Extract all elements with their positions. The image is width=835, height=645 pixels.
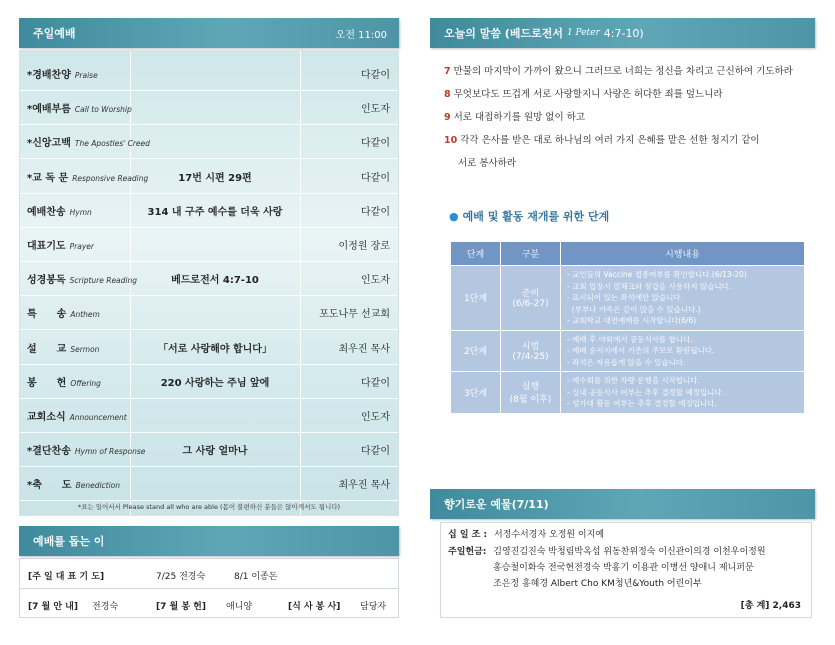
order-item-en: The Apostles' Creed <box>74 139 150 149</box>
order-item-name: *결단찬송 Hymn of Response <box>27 446 146 458</box>
verse-text: 각각 은사를 받은 대로 하나님의 여러 가지 은혜를 맡은 선한 청지기 같이 <box>460 135 760 146</box>
stage-item: - 교회학교 대면예배를 시작합니다(6/6) <box>567 316 697 325</box>
order-item-content: 베드로전서 4:7-10 <box>171 275 259 287</box>
offering-label: [7 월 봉 헌] <box>156 602 206 612</box>
tithe-row <box>448 527 604 543</box>
order-item-en: Sermon <box>70 344 100 354</box>
stage-items <box>561 372 805 414</box>
worship-time: 오전 11:00 <box>335 29 387 41</box>
col-items: 시행내용 <box>561 242 805 266</box>
prayer-date-2: 8/1 이종돈 <box>234 572 278 582</box>
scripture-verses <box>444 60 824 175</box>
order-row <box>20 91 398 125</box>
order-item-en: Call to Worship <box>74 105 132 115</box>
order-item-en: Hymn of Response <box>74 447 146 457</box>
order-item-leader: 다같이 <box>361 138 390 150</box>
usher-name: 전경숙 <box>92 602 119 612</box>
order-item-name: 예배찬송 Hymn <box>27 206 92 218</box>
order-item-name: *교 독 문 Responsive Reading <box>27 172 149 184</box>
stage-item: - 예수회를 위한 차량 운행을 시작합니다. <box>567 376 700 385</box>
scripture-ref: 4:7-10) <box>603 26 644 40</box>
verse-number: 7 <box>444 66 451 77</box>
order-item-content: 그 사랑 얼마나 <box>182 446 248 458</box>
order-item-leader: 다같이 <box>361 70 390 81</box>
order-item-leader: 최우진 목사 <box>338 343 390 355</box>
order-item-name: 설 교 Sermon <box>27 343 100 355</box>
worship-header <box>19 18 399 48</box>
verse <box>444 83 824 106</box>
sunday-names-1: 김영진김진숙 박청림박옥섭 위동찬위정숙 이신관이의경 이천우이정원 <box>493 547 766 557</box>
order-item-leader: 다같이 <box>361 446 390 458</box>
order-row <box>20 160 398 194</box>
prayer-label: [주 일 대 표 기 도] <box>28 572 105 582</box>
order-row <box>20 433 398 467</box>
order-row <box>20 399 398 433</box>
order-item-leader: 다같이 <box>361 206 390 218</box>
verse-text: 무엇보다도 뜨겁게 서로 사랑할지니 사랑은 허다한 죄를 덮느니라 <box>453 89 723 100</box>
stage-item: - 예배 후 야외에서 공동식사를 합니다. <box>567 334 693 344</box>
sunday-label: 주일헌금: <box>448 547 487 557</box>
stage-item: - 성가대 활동 여부는 추후 결정할 예정입니다. <box>567 399 717 408</box>
order-item-name: 교회소식 Announcement <box>27 412 127 423</box>
verse-continuation: 서로 봉사하라 <box>458 158 517 169</box>
order-item-content: 220 사랑하는 주님 앞에 <box>160 377 270 389</box>
stage-item: - 교회 입장시 열체크와 장갑을 사용하지 않습니다. <box>567 281 732 291</box>
meal-label: [식 사 봉 사] <box>288 602 341 612</box>
stages-title-text: 예배 및 활동 재개를 위한 단계 <box>462 210 610 223</box>
stage-item: - 표시되어 있는 좌석에만 앉습니다. <box>567 293 684 302</box>
offering-list <box>440 522 812 618</box>
verse-text: 만물의 마지막이 가까이 왔으니 그러므로 너희는 정신을 차리고 근신하여 기도하라 <box>453 66 793 77</box>
scripture-header <box>430 18 815 48</box>
verse-number: 10 <box>444 135 458 146</box>
order-item-leader: 이정원 장로 <box>338 241 390 252</box>
order-item-name: *경배찬양 Praise <box>27 70 98 81</box>
order-item-en: Offering <box>70 378 101 388</box>
stages-title <box>449 208 609 224</box>
order-row <box>20 125 398 159</box>
helpers-table <box>19 558 399 618</box>
order-item-en: Scripture Reading <box>69 276 138 286</box>
stage-item: - 실내 공동식사 여부는 추후 결정할 예정입니다. <box>567 387 725 397</box>
order-row <box>20 365 398 399</box>
stage-label: 3단계 <box>451 372 501 414</box>
stage-kind: 실행 (8월 이후) <box>501 372 561 414</box>
worship-title: 주일예배 <box>33 27 76 40</box>
listeners-title: 예배를 돕는 이 <box>33 535 105 548</box>
sunday-names-2: 홍승철이화숙 전국현전경숙 박홍기 이용관 이병선 양애니 제니퍼문 <box>493 563 754 573</box>
order-item-content: 17번 시편 29편 <box>178 172 252 184</box>
stage-kind: 준비 (6/6-27) <box>501 266 561 331</box>
stage-row <box>451 372 805 414</box>
order-item-name: 특 송 Anthem <box>27 309 100 321</box>
order-item-name: 봉 헌 Offering <box>27 377 101 389</box>
worship-order-table <box>19 50 399 516</box>
usher-label: [7 월 안 내] <box>28 602 78 612</box>
meal-name: 담당자 <box>360 602 387 612</box>
order-item-leader: 다같이 <box>361 377 390 389</box>
order-item-name: 대표기도 Prayer <box>27 241 94 252</box>
col-stage: 단계 <box>451 242 501 266</box>
offering-title: 향기로운 예물(7/11) <box>444 498 549 511</box>
order-row <box>20 331 398 365</box>
order-item-en: Anthem <box>70 310 100 320</box>
order-item-content: 「서로 사랑해야 합니다」 <box>158 343 272 355</box>
order-item-name: *신앙고백 The Apostles' Creed <box>27 138 150 150</box>
tithe-label: 십 일 조 : <box>448 530 488 540</box>
col-kind: 구분 <box>501 242 561 266</box>
order-row <box>20 57 398 91</box>
order-item-name: *축 도 Benediction <box>27 480 121 492</box>
stage-row <box>451 266 805 331</box>
stage-label: 2단계 <box>451 330 501 372</box>
bullet-icon: ● <box>449 210 459 223</box>
order-item-name: *예배부름 Call to Worship <box>27 104 132 116</box>
stage-item: - 교인들의 Vaccine 접종여부를 확인합니다.(6/13-20) <box>567 270 747 279</box>
order-item-leader: 인도자 <box>361 104 390 116</box>
stage-items <box>561 266 805 331</box>
stage-row <box>451 330 805 372</box>
verse-text: 서로 대접하기를 원망 없이 하고 <box>453 112 586 123</box>
verse <box>444 106 824 129</box>
stage-item: (부부나 가족은 같이 앉을 수 있습니다.) <box>567 304 701 314</box>
order-row <box>20 194 398 228</box>
order-item-leader: 최우진 목사 <box>338 480 390 492</box>
stages-table <box>450 241 805 414</box>
order-row <box>20 467 398 501</box>
scripture-en: 1 Peter <box>566 28 600 38</box>
offering-header <box>430 489 815 519</box>
stage-items <box>561 330 805 372</box>
order-item-en: Announcement <box>69 413 127 422</box>
sunday-row <box>448 544 766 560</box>
offering-name: 애니양 <box>226 602 253 612</box>
order-item-en: Responsive Reading <box>72 173 149 183</box>
verse <box>444 129 824 152</box>
helpers-row <box>20 559 398 589</box>
prayer-date-1: 7/25 전경숙 <box>156 572 206 582</box>
scripture-title: 오늘의 말씀 (베드로전서 <box>444 27 563 40</box>
stage-kind: 시범 (7/4-25) <box>501 330 561 372</box>
order-item-content: 314 내 구주 예수를 더욱 사랑 <box>147 206 283 218</box>
order-item-en: Hymn <box>69 207 92 217</box>
stage-label: 1단계 <box>451 266 501 331</box>
offering-total: [총 계] 2,463 <box>740 601 801 611</box>
order-item-name: 성경봉독 Scripture Reading <box>27 275 138 287</box>
order-item-en: Prayer <box>69 242 94 251</box>
verse-number: 9 <box>444 112 451 123</box>
stage-item: - 예배 순서지에서 기존의 주보로 환원됩니다. <box>567 346 715 355</box>
order-item-leader: 인도자 <box>361 412 390 423</box>
order-item-en: Praise <box>74 71 98 80</box>
standing-note: *표는 일어서서 Please stand all who are able (몸이 불편하신 분들은 앉아계셔도 됩니다) <box>77 503 341 511</box>
stage-item: - 좌석은 자유롭게 앉을 수 있습니다. <box>567 357 686 367</box>
order-item-leader: 인도자 <box>361 275 390 287</box>
order-item-leader: 포도나무 선교회 <box>319 309 390 321</box>
verse <box>444 60 824 83</box>
sunday-names-3: 조은정 홍혜경 Albert Cho KM청년&Youth 어린이부 <box>493 579 702 589</box>
order-row <box>20 262 398 296</box>
order-item-en: Benediction <box>75 481 121 491</box>
order-row <box>20 296 398 330</box>
listeners-header <box>19 526 399 556</box>
tithe-names: 서정수서경자 오정원 이지예 <box>493 530 605 540</box>
verse-number: 8 <box>444 89 451 100</box>
order-item-leader: 다같이 <box>361 172 390 184</box>
order-row <box>20 228 398 262</box>
helpers-row <box>20 589 398 619</box>
